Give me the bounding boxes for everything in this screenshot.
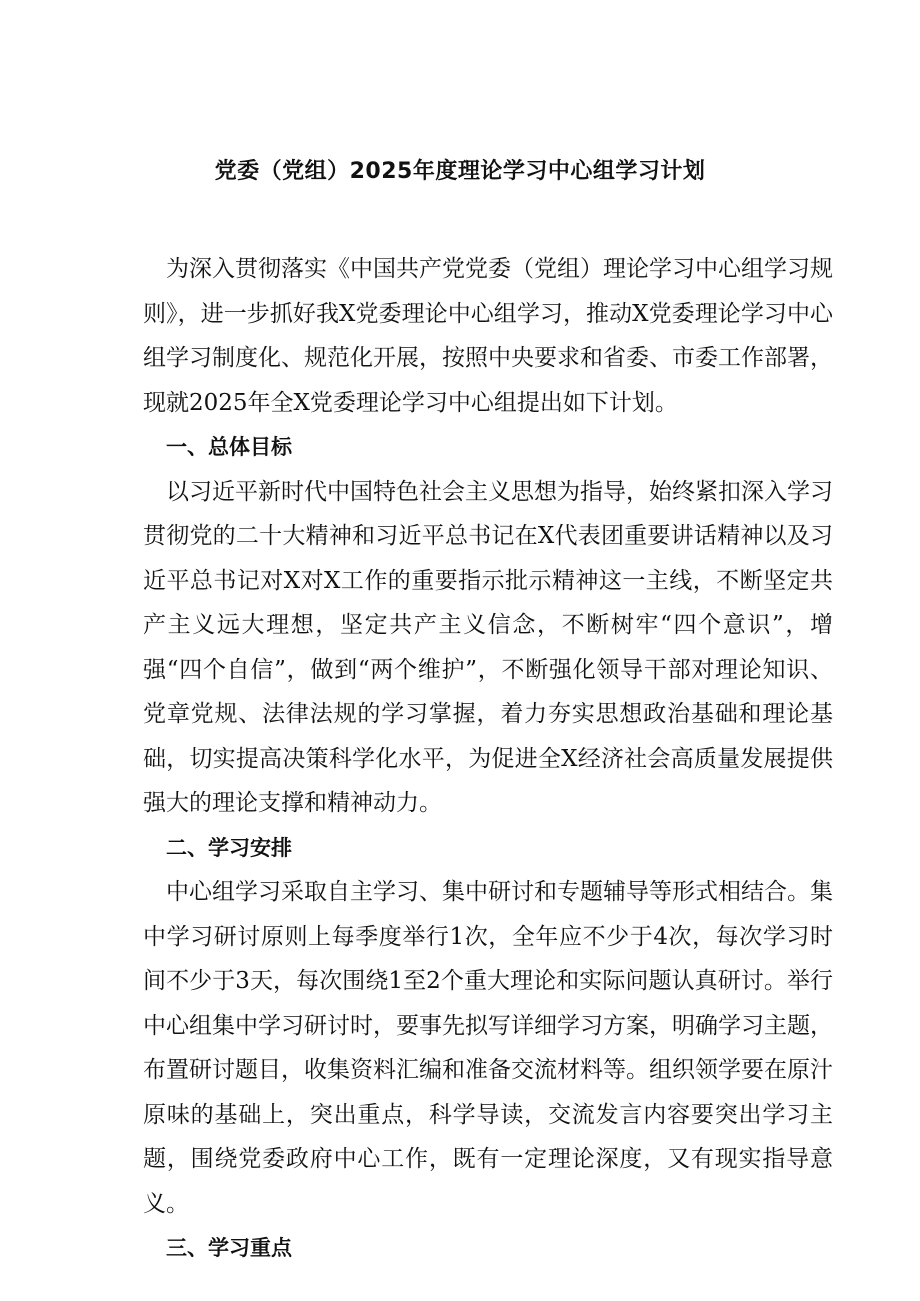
section-heading-overall-goal: 一、总体目标 [166,435,292,459]
document-title: 党委（党组）2025年度理论学习中心组学习计划 [214,159,706,184]
intro-paragraph: 为深入贯彻落实《中国共产党党委（党组）理论学习中心组学习规则》，进一步抓好我X党委理论中心组学习，推动X党委理论学习中心组学习制度化、规范化开展，按照中央要求和省委、市委工作部署，现就2025年全X党委理论学习中心组提出如下计划。 [143,256,833,416]
section-paragraph-overall-goal: 以习近平新时代中国特色社会主义思想为指导，始终紧扣深入学习贯彻党的二十大精神和习近平总书记在X代表团重要讲话精神以及习近平总书记对X对X工作的重要指示批示精神这一主线，不断坚定共产主义远大理想，坚定共产主义信念，不断树牢“四个意识”，增强“四个自信”，做到“两个维护”，不断强化领导干部对理论知识、党章党规、法律法规的学习掌握，着力夯实思想政治基础和理论基础，切实提高决策科学化水平，为促进全X经济社会高质量发展提供强大的理论支撑和精神动力。 [143,478,833,816]
document-body [143,247,833,1271]
section-paragraph-study-arrangement: 中心组学习采取自主学习、集中研讨和专题辅导等形式相结合。集中学习研讨原则上每季度举行1次，全年应不少于4次，每次学习时间不少于3天，每次围绕1至2个重大理论和实际问题认真研讨。举行中心组集中学习研讨时，要事先拟写详细学习方案，明确学习主题，布置研讨题目，收集资料汇编和准备交流材料等。组织领学要在原汁原味的基础上，突出重点，科学导读，交流发言内容要突出学习主题，围绕党委政府中心工作，既有一定理论深度，又有现实指导意义。 [143,879,833,1217]
section-heading-study-arrangement: 二、学习安排 [166,835,292,860]
section-heading-study-focus: 三、学习重点 [166,1236,292,1260]
